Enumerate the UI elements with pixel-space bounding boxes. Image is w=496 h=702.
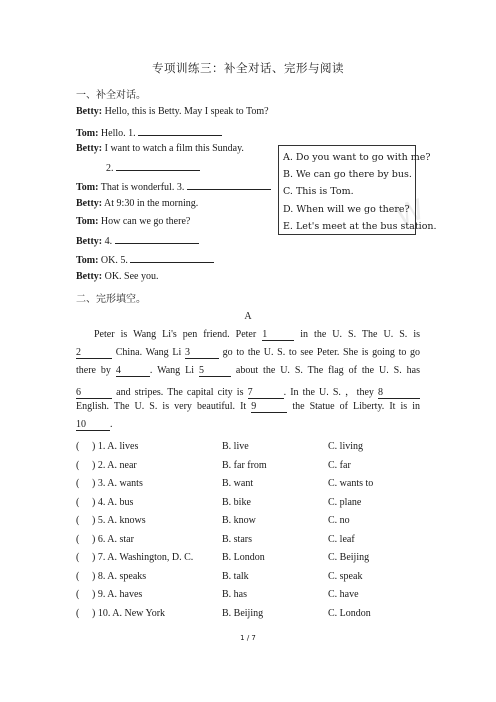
question-row: ( ) 1. A. lives B. live C. living [76, 441, 364, 452]
choice-b[interactable]: B. talk [222, 571, 249, 582]
question-row: ( ) 6. A. star B. stars C. leaf [76, 534, 355, 545]
watermark: W [391, 192, 429, 233]
choice-a[interactable]: ) 3. A. wants [92, 478, 143, 489]
choice-b[interactable]: B. far from [222, 460, 267, 471]
cloze-blank[interactable]: 10 [76, 419, 110, 431]
choice-a[interactable]: ) 10. A. New York [92, 608, 166, 619]
answer-blank[interactable] [116, 161, 200, 171]
choice-b[interactable]: B. Beijing [222, 608, 264, 619]
cloze-blank[interactable]: 9 [251, 401, 287, 413]
dialogue-line: Betty: 4. [76, 234, 199, 247]
passage-line: English. The U. S. is very beautiful. It 9 the Statue of Liberty. It is in [76, 401, 421, 412]
page-title: 专项训练三：补全对话、完形与阅读 [152, 63, 344, 75]
passage-line: 2 China. Wang Li 3 go to the U. S. to see Peter. She is going to go [76, 347, 421, 358]
question-row: ( ) 2. A. near B. far from C. far [76, 460, 351, 471]
dialogue-line: Betty: At 9:30 in the morning. [76, 198, 199, 209]
passage-label: A [244, 311, 252, 322]
choice-a[interactable]: ) 4. A. bus [92, 497, 134, 508]
choice-c[interactable]: C. living [328, 441, 364, 452]
question-row: ( ) 7. A. Washington, D. C. B. London C. Beijing [76, 552, 370, 563]
dialogue-line: Tom: Hello. 1. [76, 126, 222, 139]
choice-c[interactable]: C. no [328, 515, 350, 526]
dialogue-line: Betty: Hello, this is Betty. May I speak to Tom? [76, 106, 269, 117]
answer-blank[interactable] [187, 180, 271, 190]
section-heading-cloze: 二、完形填空。 [76, 294, 146, 305]
passage-line: 6 and stripes. The capital city is 7 . In the U. S. ，they 8 [76, 383, 420, 399]
option-e: E. Let's meet at the bus station. [283, 220, 437, 232]
dialogue-line: Tom: OK. 5. [76, 253, 214, 266]
dialogue-line: 2. [106, 161, 200, 174]
passage-line: 10 . [76, 419, 113, 430]
option-b: B. We can go there by bus. [283, 169, 412, 181]
choice-c[interactable]: C. plane [328, 497, 362, 508]
choice-c[interactable]: C. speak [328, 571, 363, 582]
choice-c[interactable]: C. London [328, 608, 371, 619]
dialogue-line: Tom: That is wonderful. 3. [76, 180, 271, 193]
cloze-blank[interactable]: 8 [378, 387, 420, 399]
choice-a[interactable]: ) 5. A. knows [92, 515, 146, 526]
choice-b[interactable]: B. stars [222, 534, 252, 545]
choice-c[interactable]: C. have [328, 589, 359, 600]
choice-a[interactable]: ) 7. A. Washington, D. C. [92, 552, 194, 563]
dialogue-line: Tom: How can we go there? [76, 216, 191, 227]
choice-a[interactable]: ) 6. A. star [92, 534, 134, 545]
choice-b[interactable]: B. has [222, 589, 247, 600]
answer-blank[interactable] [138, 126, 222, 136]
choice-b[interactable]: B. know [222, 515, 256, 526]
choice-b[interactable]: B. want [222, 478, 254, 489]
option-d: D. When will we go there? [283, 203, 410, 215]
choice-a[interactable]: ) 8. A. speaks [92, 571, 147, 582]
question-row: ( ) 10. A. New York B. Beijing C. London [76, 608, 371, 619]
cloze-blank[interactable]: 3 [185, 347, 219, 359]
choice-b[interactable]: B. bike [222, 497, 251, 508]
choice-c[interactable]: C. Beijing [328, 552, 370, 563]
cloze-blank[interactable]: 2 [76, 347, 112, 359]
cloze-blank[interactable]: 7 [248, 387, 284, 399]
question-row: ( ) 8. A. speaks B. talk C. speak [76, 571, 363, 582]
dialogue-line: Betty: I want to watch a film this Sunday. [76, 143, 244, 154]
options-box [278, 145, 437, 235]
cloze-blank[interactable]: 1 [262, 329, 294, 341]
answer-blank[interactable] [130, 253, 214, 263]
cloze-blank[interactable]: 6 [76, 387, 112, 399]
choice-c[interactable]: C. leaf [328, 534, 355, 545]
cloze-blank[interactable]: 4 [116, 365, 150, 377]
answer-blank[interactable] [115, 234, 199, 244]
choice-c[interactable]: C. wants to [328, 478, 374, 489]
choice-b[interactable]: B. live [222, 441, 249, 452]
dialogue-line: Betty: OK. See you. [76, 271, 159, 282]
question-row: ( ) 4. A. bus B. bike C. plane [76, 497, 362, 508]
question-row: ( ) 3. A. wants B. want C. wants to [76, 478, 374, 489]
question-row: ( ) 5. A. knows B. know C. no [76, 515, 350, 526]
choice-b[interactable]: B. London [222, 552, 265, 563]
choice-a[interactable]: ) 9. A. haves [92, 589, 143, 600]
option-a: A. Do you want to go with me? [283, 152, 431, 163]
passage-line: there by 4 . Wang Li 5 about the U. S. The flag of the U. S. has [76, 365, 420, 376]
choice-c[interactable]: C. far [328, 460, 351, 471]
section-heading-dialogue: 一、补全对话。 [76, 90, 146, 101]
choice-a[interactable]: ) 2. A. near [92, 460, 137, 471]
option-c: C. This is Tom. [283, 186, 354, 198]
question-row: ( ) 9. A. haves B. has C. have [76, 589, 359, 600]
cloze-blank[interactable]: 5 [199, 365, 231, 377]
page-number: 1 / 7 [240, 634, 256, 642]
choice-a[interactable]: ) 1. A. lives [92, 441, 139, 452]
passage-line: Peter is Wang Li's pen friend. Peter 1 in the U. S. The U. S. is [94, 329, 421, 340]
